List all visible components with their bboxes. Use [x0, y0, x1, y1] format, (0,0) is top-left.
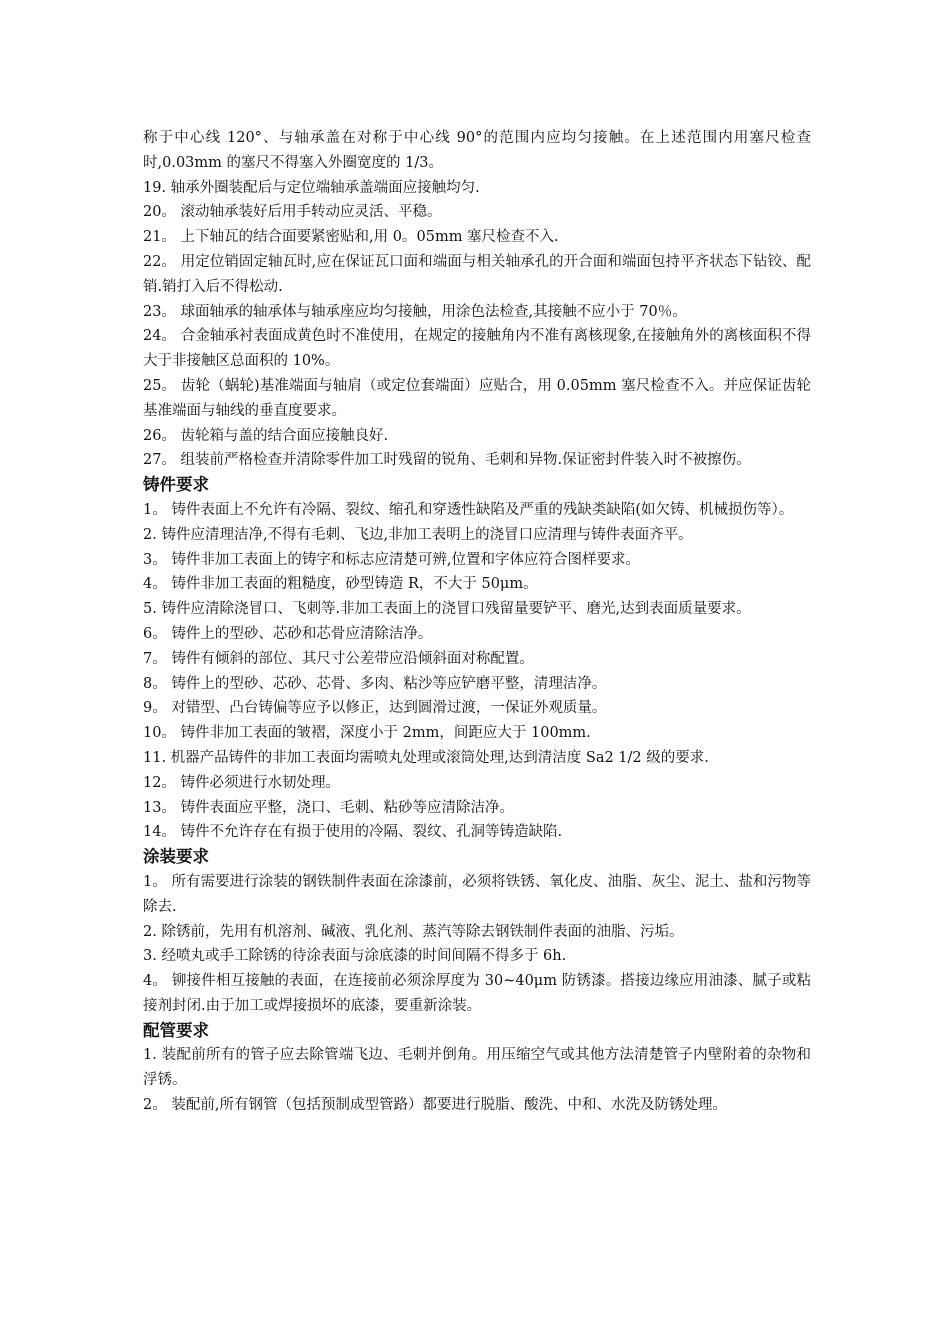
- list-item: 6。 铸件上的型砂、芯砂和芯骨应清除洁净。: [143, 625, 433, 642]
- list-item: 23。 球面轴承的轴承体与轴承座应均匀接触，用涂色法检查,其接触不应小于 70％。: [143, 303, 687, 320]
- list-item: 13。 铸件表面应平整，浇口、毛刺、粘砂等应清除洁净。: [143, 799, 515, 816]
- list-item: 20。 滚动轴承装好后用手转动应灵活、平稳。: [143, 204, 442, 221]
- document-page: [143, 126, 811, 1118]
- list-item: 3. 经喷丸或手工除锈的待涂表面与涂底漆的时间间隔不得多于 6h.: [143, 948, 567, 965]
- list-item: 1. 装配前所有的管子应去除管端飞边、毛刺并倒角。用压缩空气或其他方法清楚管子内壁附着的杂物和浮锈。: [143, 1047, 811, 1089]
- list-item: 11. 机器产品铸件的非加工表面均需喷丸处理或滚筒处理,达到清洁度 Sa2 1/2 级的要求.: [143, 749, 709, 766]
- list-item: 14。 铸件不允许存在有损于使用的冷隔、裂纹、孔洞等铸造缺陷.: [143, 824, 563, 841]
- list-item: 5. 铸件应清除浇冒口、飞刺等.非加工表面上的浇冒口残留量要铲平、磨光,达到表面质量要求。: [143, 601, 751, 618]
- list-item: 12。 铸件必须进行水韧处理。: [143, 774, 341, 791]
- list-item: 2. 铸件应清理洁净,不得有毛刺、飞边,非加工表明上的浇冒口应清理与铸件表面齐平。: [143, 526, 693, 543]
- list-item: 2。 装配前,所有钢管（包括预制成型管路）都要进行脱脂、酸洗、中和、水洗及防锈处理。: [143, 1097, 727, 1114]
- list-item: 2. 除锈前，先用有机溶剂、碱液、乳化剂、蒸汽等除去钢铁制件表面的油脂、污垢。: [143, 923, 684, 940]
- list-item: 7。 铸件有倾斜的部位、其尺寸公差带应沿倾斜面对称配置。: [143, 650, 534, 667]
- paragraph: 称于中心线 120°、与轴承盖在对称于中心线 90°的范围内应均匀接触。在上述范围内用塞尺检查时,0.03mm 的塞尺不得塞入外圈宽度的 1/3。: [143, 130, 811, 171]
- section-heading-coating: 涂装要求: [143, 847, 209, 867]
- list-item: 8。 铸件上的型砂、芯砂、芯骨、多肉、粘沙等应铲磨平整，清理洁净。: [143, 675, 607, 692]
- list-item: 4。 铸件非加工表面的粗糙度，砂型铸造 R，不大于 50μm。: [143, 576, 538, 593]
- list-item: 10。 铸件非加工表面的皱褶，深度小于 2mm，间距应大于 100mm.: [143, 725, 591, 742]
- list-item: 3。 铸件非加工表面上的铸字和标志应清楚可辨,位置和字体应符合图样要求。: [143, 551, 640, 568]
- list-item: 25。 齿轮（蜗轮)基准端面与轴肩（或定位套端面）应贴合，用 0.05mm 塞尺检查不入。并应保证齿轮基准端面与轴线的垂直度要求。: [143, 377, 811, 419]
- list-item: 19. 轴承外圈装配后与定位端轴承盖端面应接触均匀.: [143, 179, 480, 196]
- section-heading-casting: 铸件要求: [143, 475, 209, 495]
- list-item: 9。 对错型、凸台铸偏等应予以修正，达到圆滑过渡，一保证外观质量。: [143, 700, 607, 717]
- list-item: 1。 所有需要进行涂装的钢铁制件表面在涂漆前，必须将铁锈、氧化皮、油脂、灰尘、泥土、盐和污物等除去.: [143, 873, 811, 915]
- list-item: 1。 铸件表面上不允许有冷隔、裂纹、缩孔和穿透性缺陷及严重的残缺类缺陷(如欠铸、机械损伤等）。: [143, 501, 794, 518]
- list-item: 21。 上下轴瓦的结合面要紧密贴和,用 0。05mm 塞尺检查不入.: [143, 229, 559, 246]
- list-item: 26。 齿轮箱与盖的结合面应接触良好.: [143, 427, 389, 444]
- list-item: 24。 合金轴承衬表面成黄色时不准使用，在规定的接触角内不准有离核现象,在接触角外的离核面积不得大于非接触区总面积的 10%。: [143, 328, 811, 370]
- list-item: 22。 用定位销固定轴瓦时,应在保证瓦口面和端面与相关轴承孔的开合面和端面包持平齐状态下钻铰、配销.销打入后不得松动.: [143, 253, 811, 295]
- list-item: 27。 组装前严格检查并清除零件加工时残留的锐角、毛刺和异物.保证密封件装入时不被擦伤。: [143, 452, 751, 469]
- section-heading-piping: 配管要求: [143, 1020, 209, 1040]
- list-item: 4。 铆接件相互接触的表面，在连接前必须涂厚度为 30~40μm 防锈漆。搭接边缘应用油漆、腻子或粘接剂封闭.由于加工或焊接损坏的底漆，要重新涂装。: [143, 973, 811, 1014]
